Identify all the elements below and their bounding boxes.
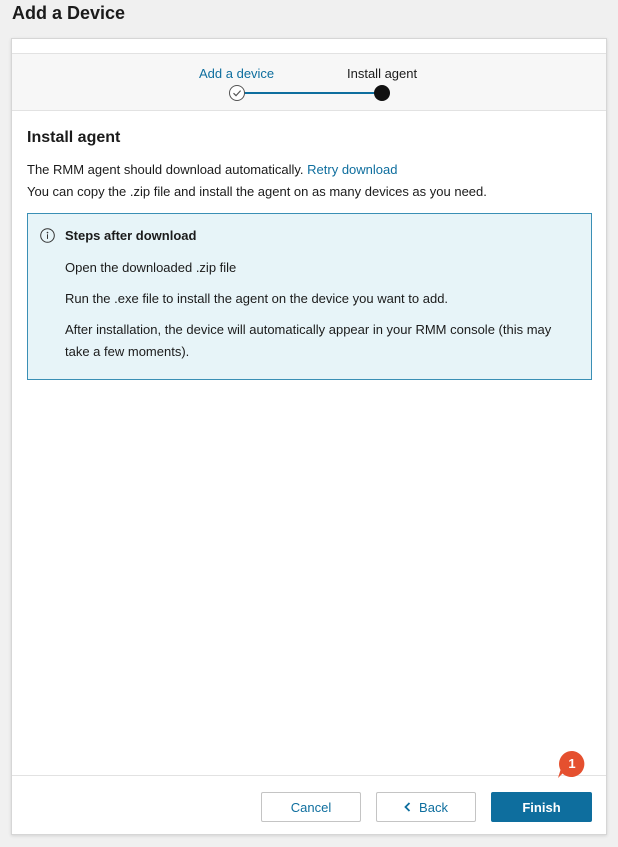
back-button[interactable]: [376, 792, 476, 822]
copy-zip-text: You can copy the .zip file and install the agent on as many devices as you need.: [27, 184, 487, 199]
info-box-header: [40, 228, 579, 243]
back-button-label: Back: [419, 799, 448, 815]
info-icon: [40, 228, 55, 243]
cancel-button[interactable]: [261, 792, 361, 822]
info-box-title: Steps after download: [65, 228, 197, 243]
step-progress-line: [244, 92, 376, 94]
retry-download-link[interactable]: Retry download: [307, 162, 398, 177]
page-title: Add a Device: [12, 3, 126, 23]
step-completed-check-icon[interactable]: [229, 85, 245, 101]
finish-button-label: Finish: [522, 799, 561, 815]
cancel-button-label: Cancel: [290, 799, 332, 815]
list-item: Run the .exe file to install the agent on the device you want to add.: [65, 291, 449, 306]
add-device-dialog: [11, 38, 607, 835]
step-add-device[interactable]: Add a device: [199, 66, 275, 81]
steps-info-box: [27, 213, 592, 380]
list-item: After installation, the device will automatically appear in your RMM console (this may take a few moments).: [65, 322, 552, 359]
section-title: Install agent: [27, 129, 121, 146]
notification-badge[interactable]: [557, 750, 587, 780]
step-install-agent: Install agent: [347, 66, 418, 81]
finish-button[interactable]: [491, 792, 592, 822]
dialog-footer: [12, 755, 606, 834]
description: [27, 159, 593, 203]
steps-list: [65, 257, 579, 363]
main-content: [27, 129, 593, 380]
list-item: Open the downloaded .zip file: [65, 260, 237, 275]
chevron-left-icon: [404, 802, 411, 812]
notification-count: 1: [568, 755, 576, 771]
wizard-stepper: [12, 53, 606, 111]
auto-download-text: The RMM agent should download automatically.: [27, 162, 304, 177]
step-current-indicator: [374, 85, 390, 101]
